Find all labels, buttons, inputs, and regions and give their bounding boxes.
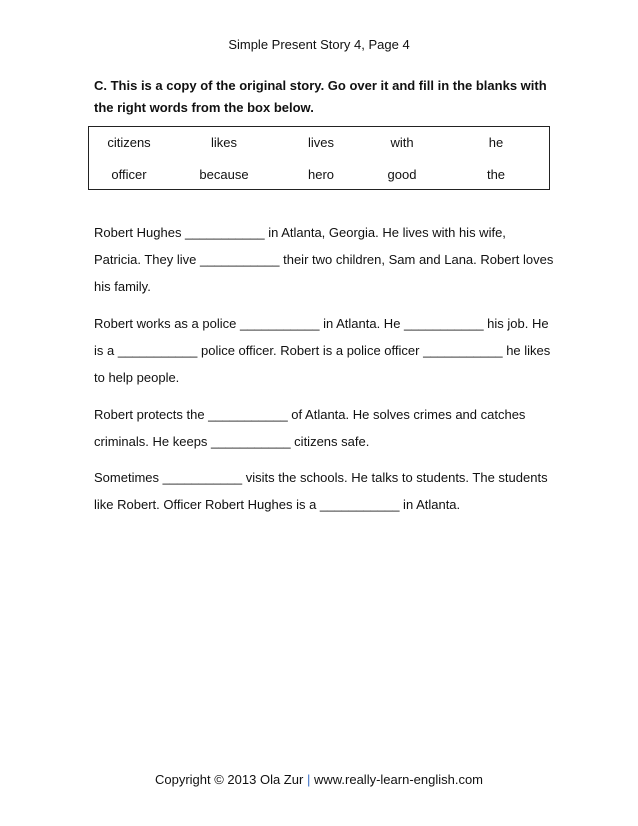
word-likes: likes — [210, 135, 238, 150]
footer-website: www.really-learn-english.com — [313, 772, 484, 787]
word-good: good — [387, 167, 417, 182]
story-paragraph-4: Sometimes ___________ visits the schools. He talks to students. The students like Robert. Officer Robert Hughes is a ___________ in Atlanta. — [94, 470, 548, 512]
footer-copyright: Copyright © 2013 Ola Zur — [154, 772, 304, 787]
word-citizens: citizens — [107, 135, 151, 150]
word-lives: lives — [307, 135, 335, 150]
word-with: with — [390, 135, 414, 150]
instructions: C. This is a copy of the original story. Go over it and fill in the blanks with the right words from the box below. — [94, 78, 547, 115]
word-he: he — [488, 135, 504, 150]
story-paragraph-1: Robert Hughes ___________ in Atlanta, Georgia. He lives with his wife, Patricia. They live ___________ their two children, Sam and Lana. Robert loves his family. — [94, 225, 554, 294]
footer-separator: | — [306, 772, 311, 787]
story-paragraph-3: Robert protects the ___________ of Atlanta. He solves crimes and catches criminals. He keeps ___________ citizens safe. — [94, 407, 526, 449]
word-box — [88, 126, 550, 190]
word-hero: hero — [307, 167, 335, 182]
word-the: the — [486, 167, 506, 182]
footer — [0, 772, 638, 787]
word-officer: officer — [111, 167, 147, 182]
story-paragraph-2: Robert works as a police ___________ in Atlanta. He ___________ his job. He is a ___________ police officer. Robert is a police officer ___________ he likes to help people. — [94, 316, 551, 385]
word-because: because — [199, 167, 249, 182]
page-header: Simple Present Story 4, Page 4 — [228, 37, 410, 52]
